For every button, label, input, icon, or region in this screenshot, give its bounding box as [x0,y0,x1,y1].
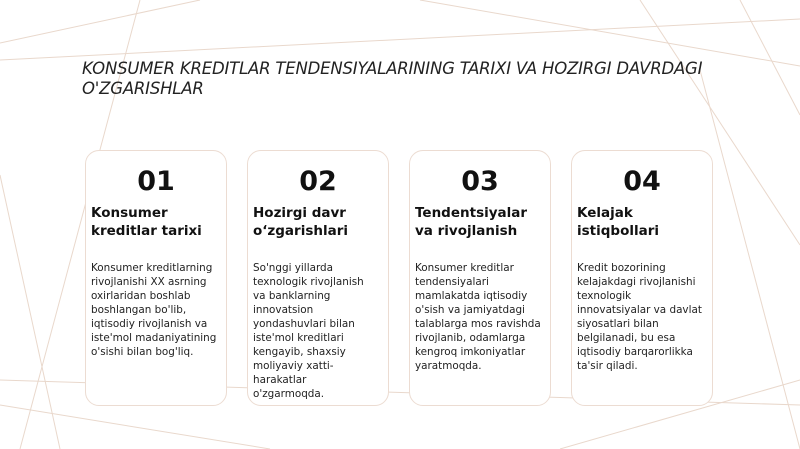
card-1-text: Konsumer kreditlarning rivojlanishi XX asrning oxirlaridan boshlab boshlangan bo'lib, iqtisodiy rivojlanish va iste'mol madaniyatining o'sishi bilan bog'liq. [91,262,217,358]
card-2-number: 02 [299,166,337,197]
card-4-heading: Kelajak istiqbollari [577,205,659,239]
card-1-heading: Konsumer kreditlar tarixi [91,205,202,239]
card-4-text: Kredit bozorining kelajakdagi rivojlanishi texnologik innovatsiyalar va davlat siyosatlari bilan belgilanadi, bu esa iqtisodiy barqarorlikka ta'sir qiladi. [577,262,702,372]
slide-title: KONSUMER KREDITLAR TENDENSIYALARINING TARIXI VA HOZIRGI DAVRDAGI O'ZGARISHLAR [82,59,703,98]
card-1-number: 01 [137,166,175,197]
card-2-heading: Hozirgi davr o‘zgarishlari [253,205,348,239]
card-3-number: 03 [461,166,499,197]
card-3-text: Konsumer kreditlar tendensiyalari mamlakatda iqtisodiy o'sish va jamiyatdagi talablarga mos ravishda rivojlanib, odamlarga kengroq imkoniyatlar yaratmoqda. [415,262,541,372]
card-2-text: So'nggi yillarda texnologik rivojlanish va banklarning innovatsion yondashuvlari bilan iste'mol kreditlari kengayib, shaxsiy moliyaviy xatti-harakatlar o'zgarmoqda. [253,262,364,400]
card-3-heading: Tendentsiyalar va rivojlanish [415,205,528,239]
card-4-number: 04 [623,166,661,197]
